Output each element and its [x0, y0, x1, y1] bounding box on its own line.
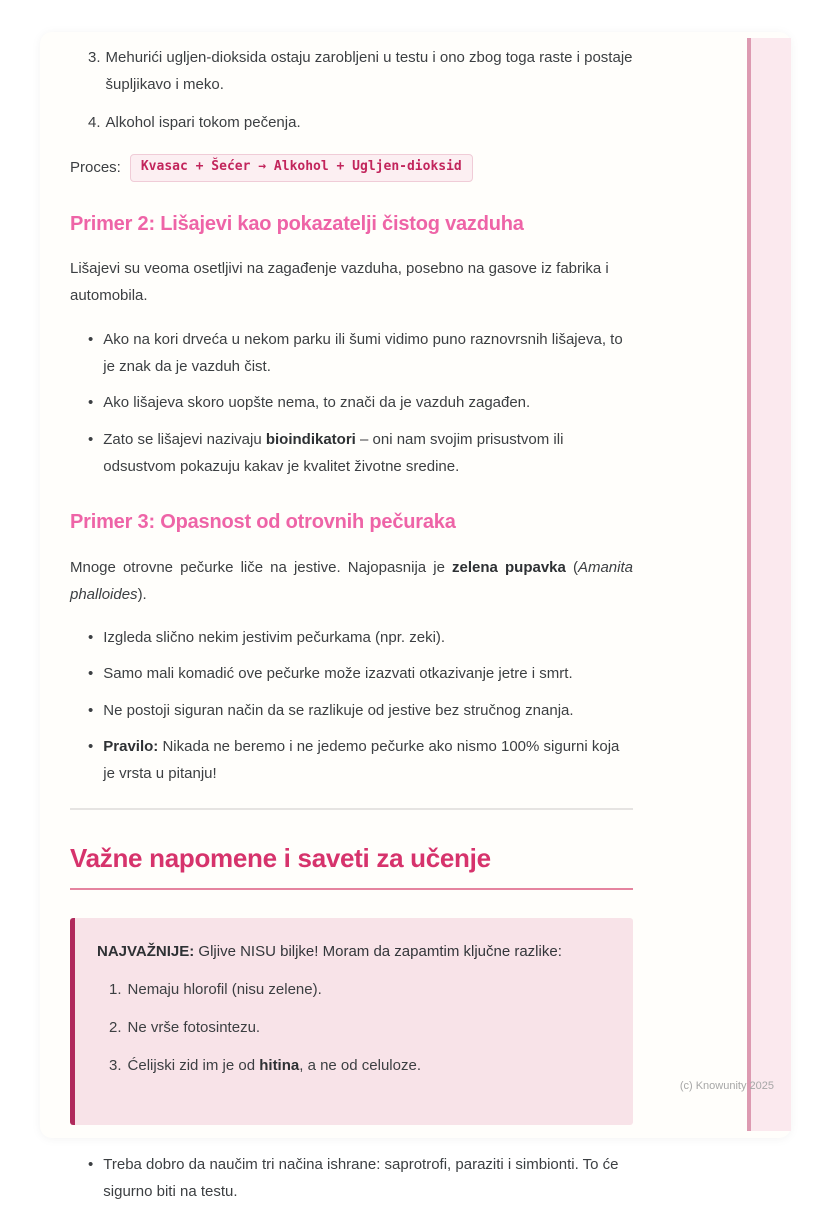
- list-item: [88, 109, 633, 136]
- bullet-marker: •: [88, 394, 94, 412]
- list-item: [88, 624, 633, 651]
- list-item-text: Mehurići ugljen-dioksida ostaju zarobljeni u testu i ono zbog toga raste i postaje šupljikavo i meko.: [105, 49, 633, 94]
- copyright-watermark: (c) Knowunity 2025: [679, 1080, 774, 1092]
- list-item: [88, 697, 633, 724]
- list-item-text: Ne vrše fotosintezu.: [127, 1019, 261, 1037]
- list-item: [109, 1052, 609, 1079]
- primer3-intro: Mnoge otrovne pečurke liče na jestive. Najopasnija je zelena pupavka (Amanita phalloides).: [70, 558, 633, 603]
- important-callout-box: [70, 918, 633, 1124]
- callout-numbered-list: [97, 976, 609, 1080]
- list-number: 4.: [88, 113, 101, 131]
- list-number: 2.: [109, 1019, 122, 1037]
- baking-steps-list: [70, 44, 633, 136]
- list-item-text: Zato se lišajevi nazivaju bioindikatori – oni nam svojim prisustvom ili odsustvom pokazuju kakav je kvalitet životne sredine.: [103, 430, 564, 475]
- list-item: [88, 733, 633, 788]
- bullet-marker: •: [88, 430, 94, 448]
- bullet-marker: •: [88, 629, 94, 647]
- list-item-text: Alkohol ispari tokom pečenja.: [105, 113, 301, 131]
- primer2-intro: Lišajevi su veoma osetljivi na zagađenje vazduha, posebno na gasove iz fabrika i automobila.: [70, 260, 609, 305]
- list-item-text: Ako na kori drveća u nekom parku ili šumi vidimo puno raznovrsnih lišajeva, to je znak da je vazduh čist.: [103, 330, 623, 375]
- next-page-edge[interactable]: [747, 38, 791, 1131]
- primer3-heading: Primer 3: Opasnost od otrovnih pečuraka: [70, 511, 456, 534]
- section-divider: [70, 808, 633, 810]
- list-number: 1.: [109, 980, 122, 998]
- bullet-marker: •: [88, 738, 94, 756]
- list-item-text: Treba dobro da naučim tri načina ishrane: saprotrofi, paraziti i simbionti. To će sigurno biti na testu.: [103, 1155, 619, 1200]
- primer2-heading: Primer 2: Lišajevi kao pokazatelji čistog vazduha: [70, 212, 524, 235]
- primer2-bullet-list: [70, 326, 633, 480]
- process-label: Proces:: [70, 159, 121, 177]
- list-item: [88, 1151, 633, 1205]
- list-item-text: Samo mali komadić ove pečurke može izazvati otkazivanje jetre i smrt.: [103, 665, 573, 683]
- list-item: [88, 326, 633, 381]
- bullet-marker: •: [88, 1155, 94, 1173]
- bullet-marker: •: [88, 665, 94, 683]
- list-item-text: Ako lišajeva skoro uopšte nema, to znači da je vazduh zagađen.: [103, 394, 531, 412]
- list-item-text: Nemaju hlorofil (nisu zelene).: [127, 980, 322, 998]
- list-item: [109, 976, 609, 1003]
- process-equation-code: Kvasac + Šećer → Alkohol + Ugljen-dioksid: [130, 154, 473, 182]
- list-number: 3.: [88, 49, 101, 66]
- study-tips-list: [70, 1151, 633, 1205]
- list-item: [88, 426, 633, 481]
- process-row: [70, 154, 633, 182]
- bullet-marker: •: [88, 701, 94, 719]
- list-item: [109, 1014, 609, 1041]
- list-item-text: Pravilo: Nikada ne beremo i ne jedemo pečurke ako nismo 100% sigurni koja je vrsta u pitanju!: [103, 738, 620, 783]
- callout-title: NAJVAŽNIJE: Gljive NISU biljke! Moram da zapamtim ključne razlike:: [97, 943, 562, 961]
- bullet-marker: •: [88, 330, 94, 348]
- list-number: 3.: [109, 1057, 122, 1075]
- list-item: [88, 660, 633, 687]
- document-content: [70, 32, 633, 1205]
- primer3-bullet-list: [70, 624, 633, 787]
- notes-heading: Važne napomene i saveti za učenje: [70, 842, 633, 891]
- list-item-text: Izgleda slično nekim jestivim pečurkama (npr. zeki).: [103, 629, 446, 647]
- list-item: [88, 389, 633, 416]
- list-item-text: Ćelijski zid im je od hitina, a ne od celuloze.: [127, 1057, 421, 1075]
- document-card: [40, 32, 791, 1200]
- list-item: [88, 44, 633, 99]
- list-item-text: Ne postoji siguran način da se razlikuje od jestive bez stručnog znanja.: [103, 701, 574, 719]
